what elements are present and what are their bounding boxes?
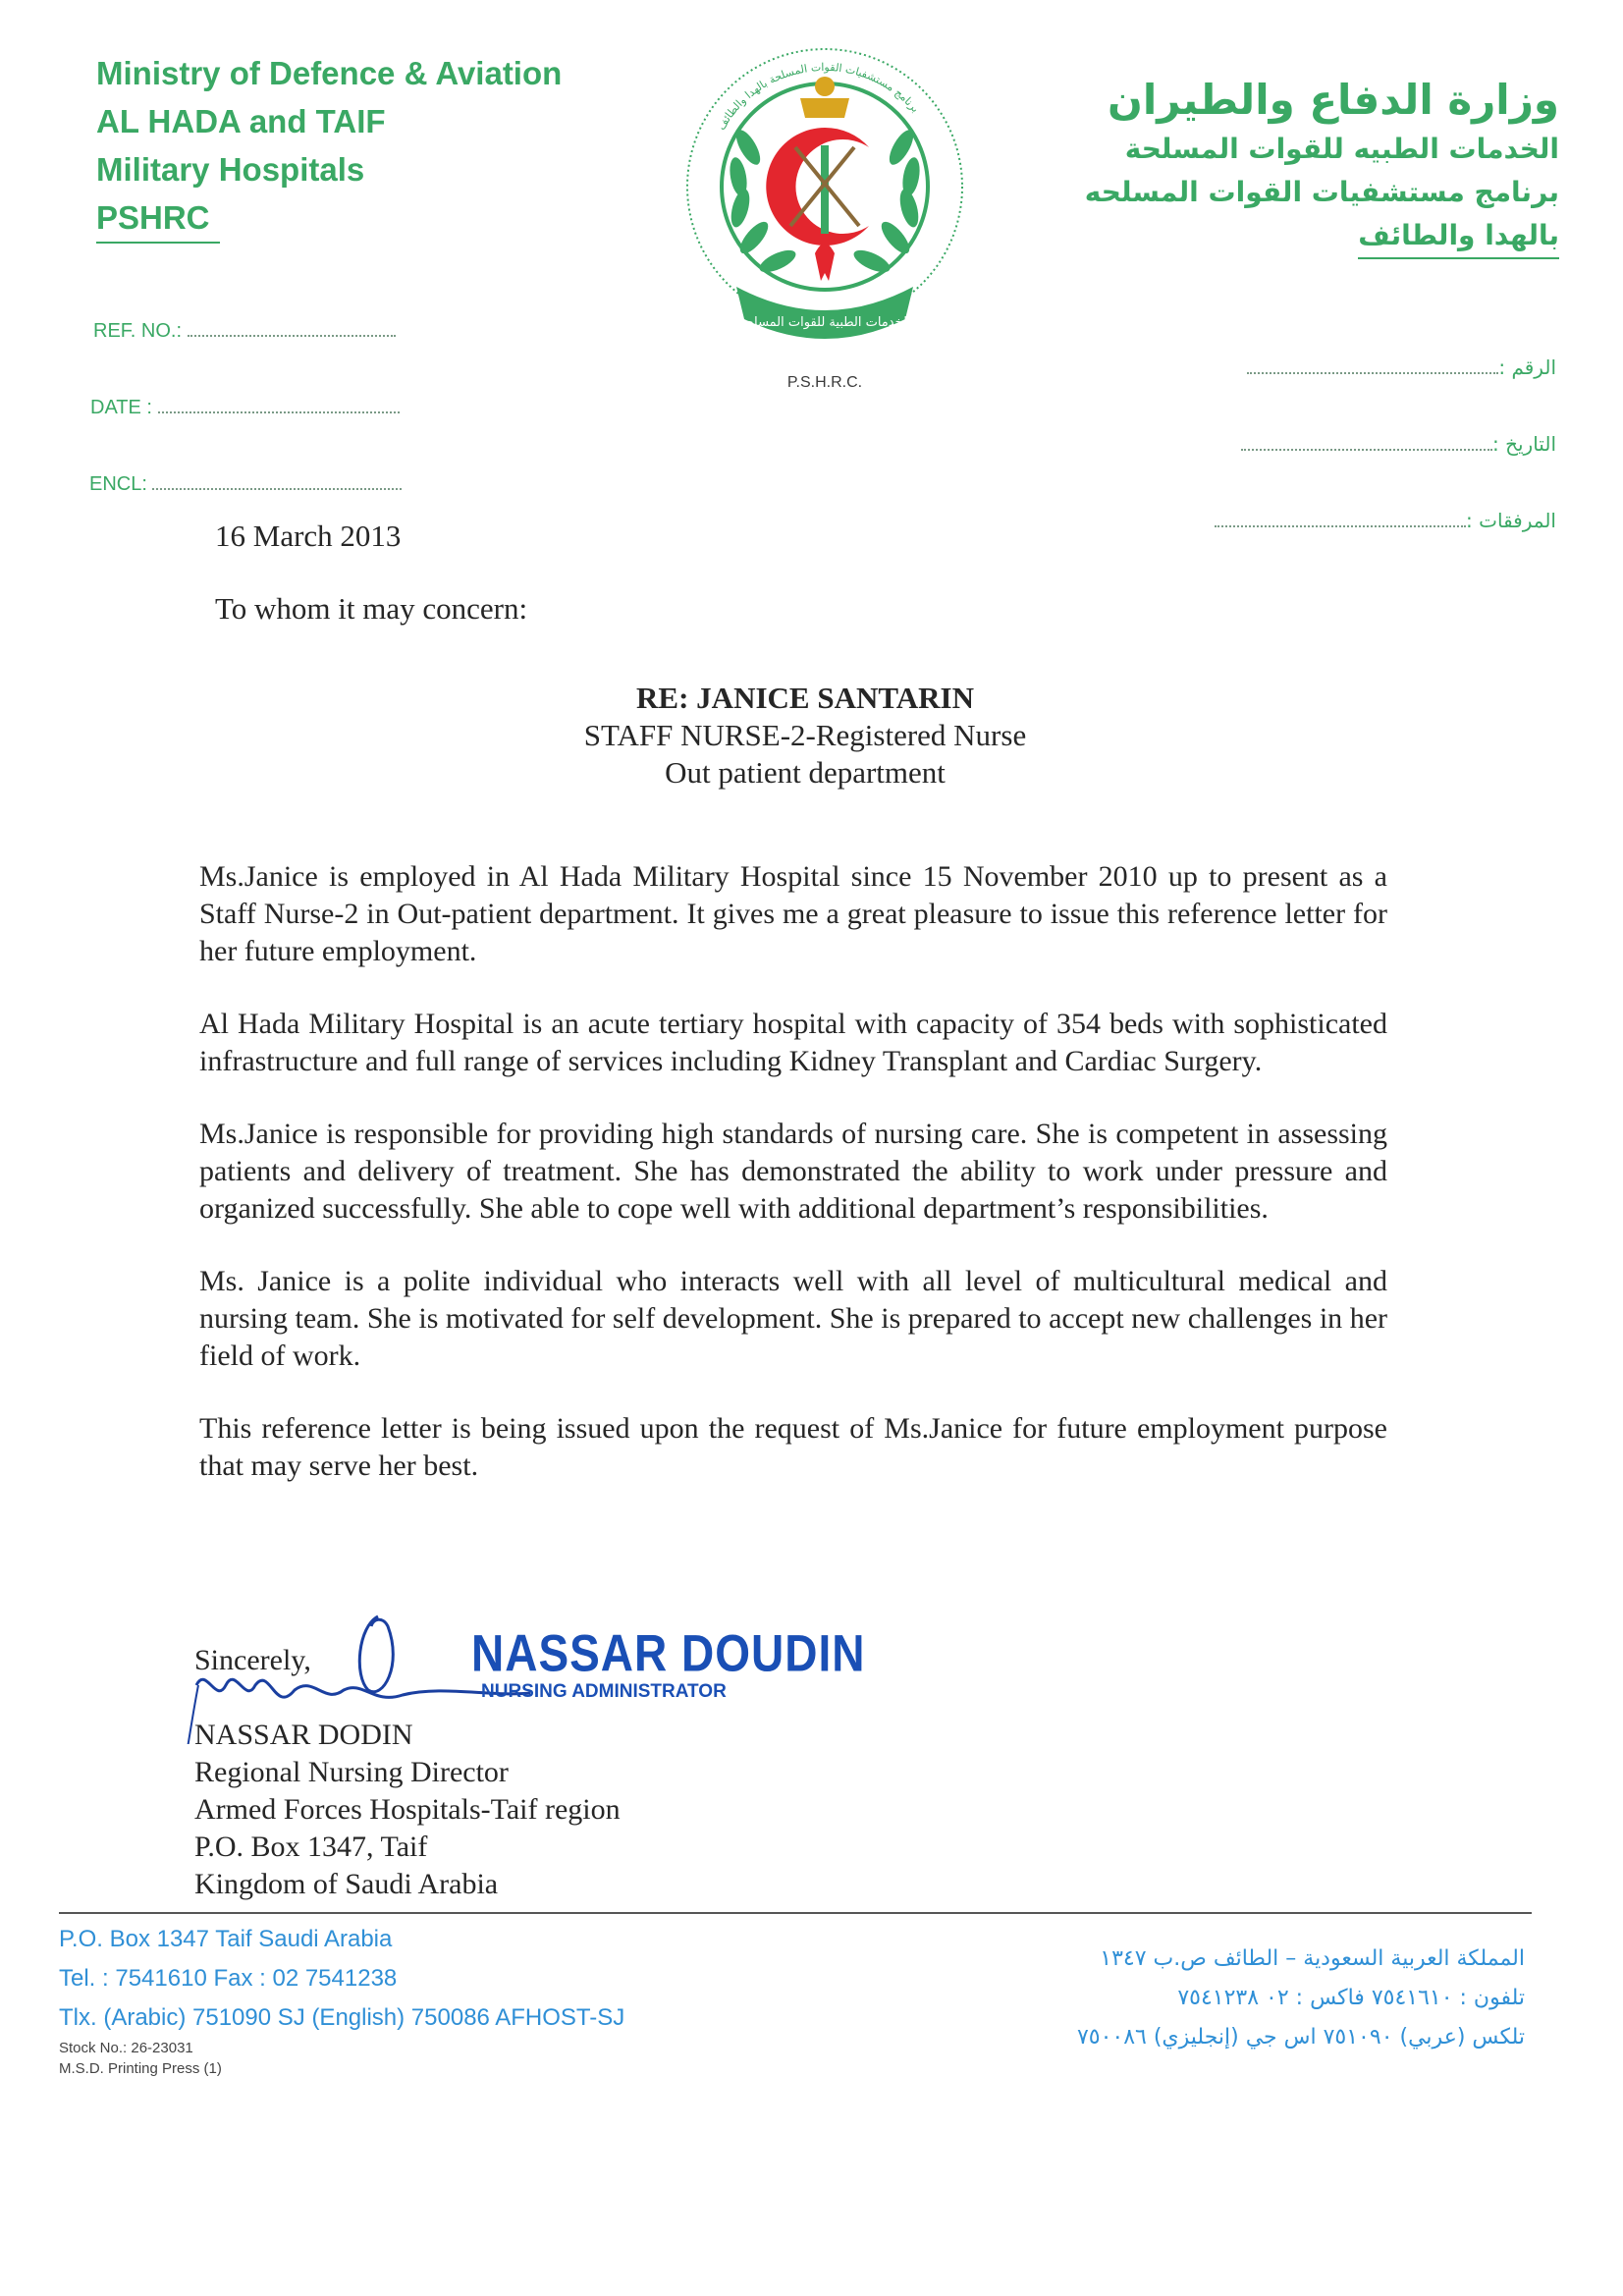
signatory-country: Kingdom of Saudi Arabia [194, 1868, 499, 1900]
subject-position: STAFF NURSE-2-Registered Nurse [583, 718, 1027, 752]
signatory-organization: Armed Forces Hospitals-Taif region [194, 1793, 621, 1826]
footer-arabic-telex: تلكس (عربي) ٧٥١٠٩٠ اس جي (إنجليزي) ٧٥٠٠٨٦ [1076, 2025, 1525, 2050]
arabic-encl-field: المرفقات : [1215, 509, 1556, 532]
closing: Sincerely, [194, 1644, 311, 1676]
hospital-type: Military Hospitals [96, 151, 365, 188]
encl-field: ENCL: [89, 473, 402, 496]
english-letterhead [96, 49, 562, 244]
footer-arabic-phone-fax: تلفون : ٧٥٤١٦١٠ فاكس : ٠٢ ٧٥٤١٢٣٨ [1177, 1986, 1525, 2010]
paragraph-purpose: This reference letter is being issued upon the request of Ms.Janice for future employment purpose that may serve her best. [199, 1412, 1387, 1482]
subject-block [511, 680, 1100, 792]
footer-english [59, 1920, 624, 2079]
arabic-date-field: التاريخ : [1241, 432, 1556, 456]
svg-text:برنامج مستشفيات القوات المسلحة: برنامج مستشفيات القوات المسلحة بالهدا والطائف [714, 60, 922, 133]
stamp-name: NASSAR DOUDIN [471, 1623, 866, 1682]
arabic-medical-services: الخدمات الطبيه للقوات المسلحة [1124, 133, 1559, 165]
paragraph-employment: Ms.Janice is employed in Al Hada Military Hospital since 15 November 2010 up to present as a Staff Nurse-2 in Out-patient department. It gives me a great pleasure to issue this reference letter for her future employment. [199, 860, 1387, 967]
footer-divider [59, 1912, 1532, 1914]
subject-department: Out patient department [665, 755, 946, 790]
date-field: DATE : [90, 397, 400, 419]
hospital-emblem-icon [677, 29, 972, 398]
organization-acronym: PSHRC [96, 193, 220, 244]
svg-text:الخدمات الطبية للقوات المسلحة: الخدمات الطبية للقوات المسلحة [738, 315, 911, 330]
footer-phone-fax: Tel. : 7541610 Fax : 02 7541238 [59, 1965, 398, 1992]
printing-press: M.S.D. Printing Press (1) [59, 2060, 222, 2077]
subject-name: RE: JANICE SANTARIN [636, 681, 974, 715]
footer-arabic [1077, 1940, 1525, 2057]
ref-no-field: REF. NO.: [93, 320, 396, 343]
arabic-ref-field: الرقم : [1247, 355, 1556, 379]
arabic-letterhead [1049, 73, 1559, 259]
paragraph-responsibilities: Ms.Janice is responsible for providing high standards of nursing care. She is competent in assessing patients and delivery of treatment. She has demonstrated the ability to work under pressure and organized successfully. She able to cope well with additional department’s responsibilities. [199, 1118, 1387, 1225]
signatory-name: NASSAR DODIN [194, 1719, 413, 1751]
greeting: To whom it may concern: [215, 591, 528, 626]
stamp-title: NURSING ADMINISTRATOR [481, 1681, 727, 1702]
emblem-label: P.S.H.R.C. [786, 374, 863, 391]
footer-telex: Tlx. (Arabic) 751090 SJ (English) 750086 AFHOST-SJ [59, 2004, 625, 2031]
signatory-address: P.O. Box 1347, Taif [194, 1831, 428, 1863]
signatory-title: Regional Nursing Director [194, 1756, 509, 1788]
arabic-ministry-name: وزارة الدفاع والطيران [1108, 76, 1559, 124]
hospital-name: AL HADA and TAIF [96, 103, 386, 139]
stock-number: Stock No.: 26-23031 [59, 2040, 193, 2056]
signature-block [194, 1642, 621, 1903]
footer-arabic-address: المملكة العربية السعودية – الطائف ص.ب ١٣٤٧ [1100, 1946, 1525, 1971]
letter-body [199, 858, 1387, 1520]
arabic-program-name: برنامج مستشفيات القوات المسلحه [1084, 176, 1559, 208]
paragraph-hospital: Al Hada Military Hospital is an acute tertiary hospital with capacity of 354 beds with sophisticated infrastructure and full range of services including Kidney Transplant and Cardiac Surgery. [199, 1008, 1387, 1077]
letter-date: 16 March 2013 [215, 519, 402, 553]
paragraph-character: Ms. Janice is a polite individual who interacts well with all level of multicultural medical and nursing team. She is motivated for self development. She is prepared to accept new challenges in her field of work. [199, 1265, 1387, 1372]
arabic-location: بالهدا والطائف [1049, 214, 1559, 259]
ministry-name: Ministry of Defence & Aviation [96, 55, 563, 91]
footer-address: P.O. Box 1347 Taif Saudi Arabia [59, 1926, 393, 1952]
